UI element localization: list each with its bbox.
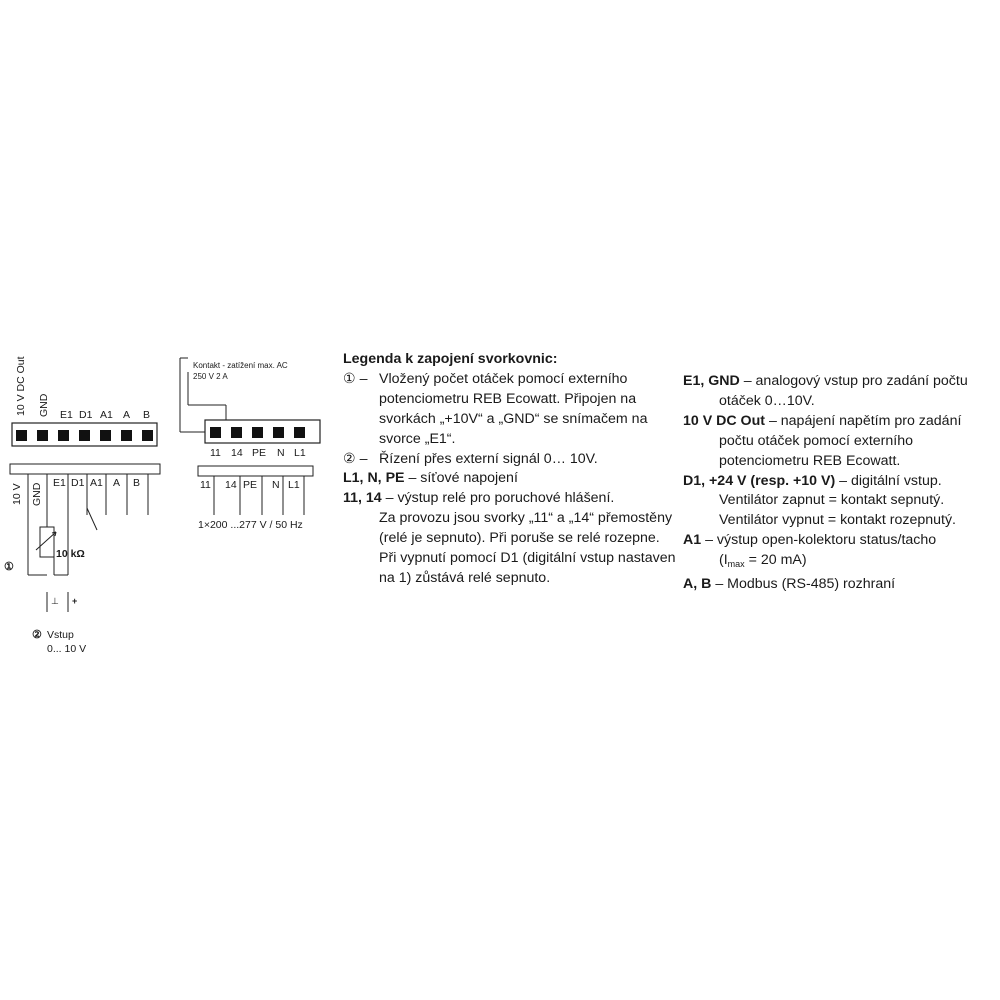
legend-text-e1-gnd: – analogový vstup pro zadání počtu bbox=[739, 373, 968, 389]
terminal-label-gnd: GND bbox=[38, 393, 50, 417]
left-terminal-top-labels bbox=[15, 356, 150, 421]
schematic-label-10v: 10 V bbox=[11, 483, 23, 505]
legend-term-e1-gnd: E1, GND bbox=[683, 373, 740, 389]
legend-a1-imax-sub: max bbox=[727, 559, 745, 570]
terminal-label-e1: E1 bbox=[60, 409, 73, 421]
terminal-label-a1: A1 bbox=[100, 409, 113, 421]
legend-term-a1: A1 bbox=[683, 532, 702, 549]
legend-item-potentiometer bbox=[343, 370, 678, 450]
legend-item-modbus bbox=[683, 575, 1000, 595]
marker-1: ① bbox=[4, 561, 14, 573]
ground-symbol: ⊥ bbox=[51, 596, 59, 606]
legend-cont-e1-gnd: otáček 0…10V. bbox=[719, 392, 815, 409]
legend-term-10v-dc-out: 10 V DC Out bbox=[683, 412, 765, 429]
schematic-label-a: A bbox=[113, 477, 121, 489]
relay-label-pe: PE bbox=[252, 447, 267, 459]
relay-label-14: 14 bbox=[231, 447, 243, 459]
legend-left-column bbox=[343, 350, 678, 589]
relay-schematic-label-l1: L1 bbox=[288, 479, 300, 491]
schematic-label-b: B bbox=[133, 477, 141, 489]
legend-text-a1: – výstup open-kolektoru status/tacho bbox=[701, 532, 937, 549]
legend-term-d1: D1, +24 V (resp. +10 V) bbox=[683, 472, 836, 489]
relay-schematic-bar bbox=[198, 466, 313, 476]
legend-item-external-signal bbox=[343, 450, 678, 470]
relay-schematic-label-14: 14 bbox=[225, 479, 237, 491]
relay-label-11: 11 bbox=[210, 447, 221, 459]
legend-text-d1: – digitální vstup. bbox=[835, 472, 942, 489]
legend-item-mains bbox=[343, 469, 678, 489]
legend-mark-2: ② – bbox=[343, 450, 368, 467]
relay-schematic-label-11: 11 bbox=[200, 479, 211, 491]
legend-item-d1 bbox=[683, 472, 1000, 532]
input-range: 0... 10 V bbox=[47, 643, 87, 655]
legend-cont-10v-dc-out: počtu otáček pomocí externího potenciometru REB Ecowatt. bbox=[719, 432, 914, 469]
relay-note bbox=[193, 361, 288, 381]
legend-item-relay bbox=[343, 489, 678, 589]
legend-a1-imax-post: = 20 mA) bbox=[744, 552, 807, 569]
schematic-label-e1: E1 bbox=[53, 477, 66, 489]
relay-schematic-label-n: N bbox=[272, 479, 280, 491]
plus-symbol: + bbox=[72, 596, 78, 606]
terminal-label-b: B bbox=[143, 409, 151, 421]
legend-cont-d1: Ventilátor zapnut = kontakt sepnutý. Ventilátor vypnut = kontakt rozepnutý. bbox=[719, 492, 956, 529]
legend-mark-1: ① – bbox=[343, 370, 368, 387]
legend-text-modbus: – Modbus (RS-485) rozhraní bbox=[711, 576, 896, 593]
schematic-label-a1: A1 bbox=[90, 477, 103, 489]
relay-label-n: N bbox=[277, 447, 285, 459]
legend-term-mains: L1, N, PE bbox=[343, 470, 405, 487]
legend-right-column bbox=[683, 372, 1000, 595]
marker-2: ② bbox=[32, 629, 42, 641]
relay-note-line1: Kontakt - zatížení max. AC bbox=[193, 361, 288, 370]
legend-a1-imax-pre: (I bbox=[719, 552, 728, 569]
legend-text-potentiometer: Vložený počet otáček pomocí externího potenciometru REB Ecowatt. Připojen na svorkách „+10V“ a „GND“ se snímačem na svorce „E1“. bbox=[379, 370, 648, 447]
legend-text-relay: – výstup relé pro poruchové hlášení. bbox=[381, 490, 615, 507]
legend-cont-a1 bbox=[683, 551, 1000, 575]
left-schematic-bar bbox=[10, 464, 160, 474]
relay-terminal-labels bbox=[210, 447, 306, 459]
legend-text-mains: – síťové napojení bbox=[404, 470, 518, 487]
input-label: Vstup bbox=[47, 629, 74, 641]
legend-item-e1-gnd bbox=[683, 372, 1000, 412]
left-schematic-wires bbox=[28, 474, 148, 612]
legend-text-external-signal: Řízení přes externí signál 0… 10V. bbox=[379, 450, 598, 467]
terminal-label-d1: D1 bbox=[79, 409, 93, 421]
left-schematic-labels bbox=[4, 477, 140, 655]
relay-label-l1: L1 bbox=[294, 447, 306, 459]
terminal-label-10v-dc-out: 10 V DC Out bbox=[15, 356, 27, 416]
supply-voltage-label: 1×200 ...277 V / 50 Hz bbox=[198, 519, 303, 531]
relay-schematic-label-pe: PE bbox=[243, 479, 258, 491]
legend-term-relay: 11, 14 bbox=[343, 490, 382, 507]
legend-term-modbus: A, B bbox=[683, 576, 712, 593]
potentiometer-label: 10 kΩ bbox=[56, 548, 85, 560]
legend-item-10v-dc-out bbox=[683, 412, 1000, 472]
schematic-label-gnd: GND bbox=[31, 482, 43, 506]
legend-cont-relay: Za provozu jsou svorky „11“ a „14“ přemostěny (relé je sepnuto). Při poruše se relé rozepne. Při vypnutí pomocí D1 (digitální vstup nastaven na 1) zůstává relé sepnuto. bbox=[379, 510, 676, 586]
legend-item-a1 bbox=[683, 531, 1000, 575]
relay-note-line2: 250 V 2 A bbox=[193, 372, 228, 381]
schematic-label-d1: D1 bbox=[71, 477, 85, 489]
legend-title: Legenda k zapojení svorkovnic: bbox=[343, 351, 558, 367]
terminal-label-a: A bbox=[123, 409, 131, 421]
legend-text-10v-dc-out: – napájení napětím pro zadání bbox=[765, 412, 962, 429]
